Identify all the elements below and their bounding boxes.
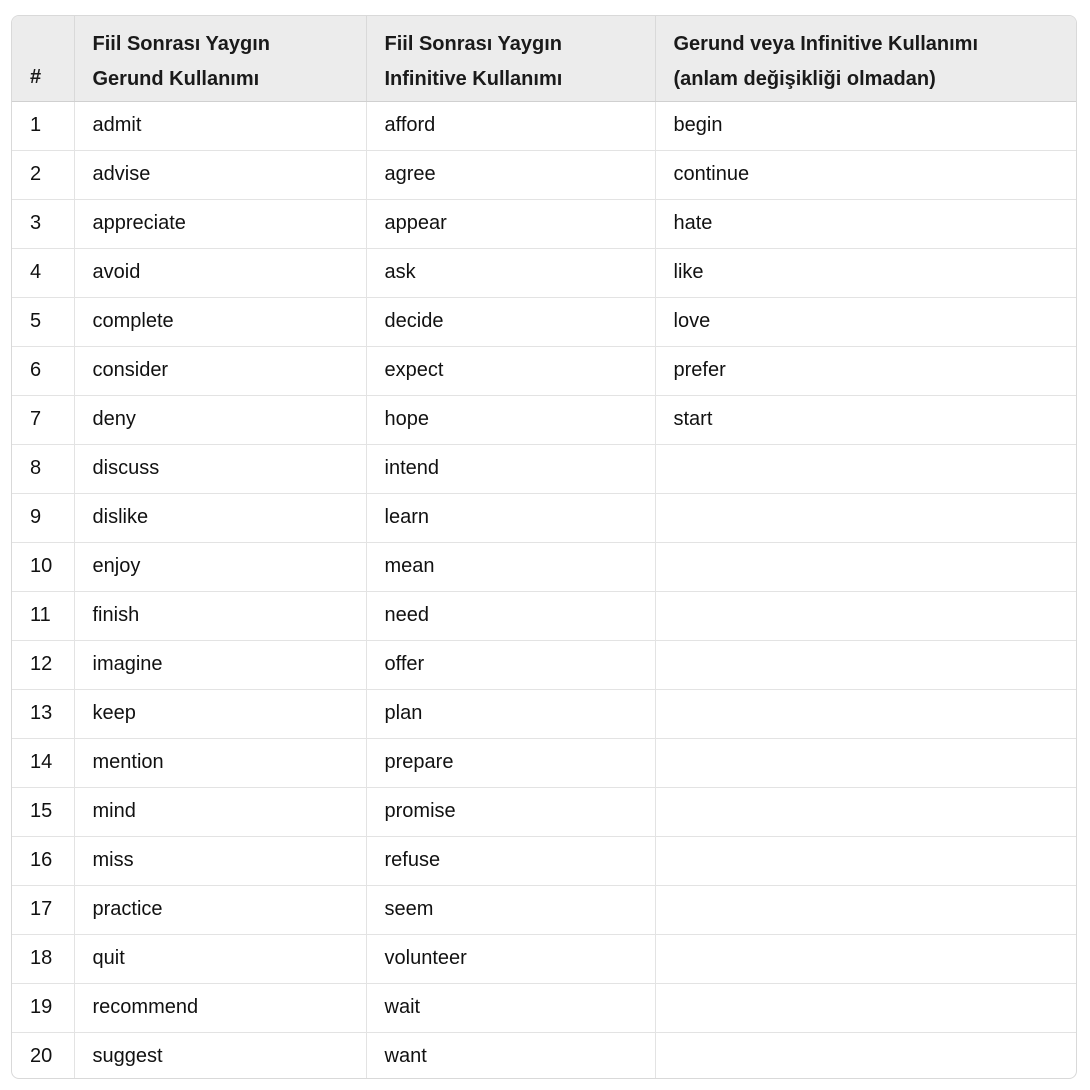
table-row (12, 297, 1076, 346)
infinitive-verb-cell: offer (366, 640, 655, 689)
row-number-cell: 10 (12, 542, 74, 591)
both-verb-cell (655, 885, 1076, 934)
table-row (12, 346, 1076, 395)
both-verb-cell: start (655, 395, 1076, 444)
both-verb-cell (655, 542, 1076, 591)
table-row (12, 640, 1076, 689)
both-verb-cell (655, 689, 1076, 738)
gerund-verb-cell: dislike (74, 493, 366, 542)
row-number-cell: 3 (12, 199, 74, 248)
row-number-cell: 2 (12, 150, 74, 199)
row-number-cell: 13 (12, 689, 74, 738)
table-row (12, 395, 1076, 444)
header-gerund-line-2: Gerund Kullanımı (92, 67, 260, 90)
row-number-cell: 6 (12, 346, 74, 395)
header-both-line-1: Gerund veya Infinitive Kullanımı (673, 32, 979, 55)
table-row (12, 738, 1076, 787)
table-row (12, 1032, 1076, 1079)
infinitive-verb-cell: refuse (366, 836, 655, 885)
header-infinitive (366, 16, 655, 101)
table-body (12, 101, 1076, 1079)
both-verb-cell: like (655, 248, 1076, 297)
infinitive-verb-cell: wait (366, 983, 655, 1032)
gerund-verb-cell: keep (74, 689, 366, 738)
infinitive-verb-cell: need (366, 591, 655, 640)
both-verb-cell: hate (655, 199, 1076, 248)
header-gerund (74, 16, 366, 101)
infinitive-verb-cell: want (366, 1032, 655, 1079)
infinitive-verb-cell: agree (366, 150, 655, 199)
infinitive-verb-cell: prepare (366, 738, 655, 787)
both-verb-cell: prefer (655, 346, 1076, 395)
gerund-verb-cell: quit (74, 934, 366, 983)
row-number-cell: 20 (12, 1032, 74, 1079)
gerund-verb-cell: miss (74, 836, 366, 885)
table-row (12, 199, 1076, 248)
both-verb-cell (655, 738, 1076, 787)
both-verb-cell (655, 493, 1076, 542)
table-row (12, 248, 1076, 297)
header-gerund-line-1: Fiil Sonrası Yaygın (92, 32, 270, 55)
infinitive-verb-cell: promise (366, 787, 655, 836)
both-verb-cell (655, 934, 1076, 983)
gerund-verb-cell: advise (74, 150, 366, 199)
table-header (12, 16, 1076, 101)
row-number-cell: 1 (12, 101, 74, 150)
table-row (12, 689, 1076, 738)
gerund-verb-cell: appreciate (74, 199, 366, 248)
infinitive-verb-cell: plan (366, 689, 655, 738)
infinitive-verb-cell: appear (366, 199, 655, 248)
table-row (12, 885, 1076, 934)
gerund-verb-cell: finish (74, 591, 366, 640)
both-verb-cell (655, 1032, 1076, 1079)
table-row (12, 787, 1076, 836)
table-row (12, 836, 1076, 885)
infinitive-verb-cell: ask (366, 248, 655, 297)
row-number-cell: 5 (12, 297, 74, 346)
gerund-verb-cell: practice (74, 885, 366, 934)
row-number-cell: 4 (12, 248, 74, 297)
gerund-verb-cell: imagine (74, 640, 366, 689)
gerund-verb-cell: avoid (74, 248, 366, 297)
infinitive-verb-cell: intend (366, 444, 655, 493)
table-row (12, 150, 1076, 199)
row-number-cell: 8 (12, 444, 74, 493)
row-number-cell: 15 (12, 787, 74, 836)
row-number-cell: 18 (12, 934, 74, 983)
table-row (12, 934, 1076, 983)
both-verb-cell (655, 591, 1076, 640)
both-verb-cell (655, 983, 1076, 1032)
verb-table (12, 16, 1076, 1079)
gerund-verb-cell: admit (74, 101, 366, 150)
table-row (12, 101, 1076, 150)
header-infinitive-line-2: Infinitive Kullanımı (384, 67, 563, 90)
row-number-cell: 16 (12, 836, 74, 885)
header-both (655, 16, 1076, 101)
row-number-cell: 12 (12, 640, 74, 689)
gerund-verb-cell: consider (74, 346, 366, 395)
both-verb-cell (655, 640, 1076, 689)
gerund-verb-cell: complete (74, 297, 366, 346)
table-row (12, 444, 1076, 493)
row-number-cell: 17 (12, 885, 74, 934)
both-verb-cell (655, 836, 1076, 885)
both-verb-cell: begin (655, 101, 1076, 150)
gerund-verb-cell: deny (74, 395, 366, 444)
infinitive-verb-cell: mean (366, 542, 655, 591)
infinitive-verb-cell: volunteer (366, 934, 655, 983)
gerund-verb-cell: mind (74, 787, 366, 836)
infinitive-verb-cell: decide (366, 297, 655, 346)
gerund-verb-cell: suggest (74, 1032, 366, 1079)
both-verb-cell (655, 787, 1076, 836)
row-number-cell: 14 (12, 738, 74, 787)
header-both-line-2: (anlam değişikliği olmadan) (673, 67, 936, 90)
infinitive-verb-cell: seem (366, 885, 655, 934)
infinitive-verb-cell: afford (366, 101, 655, 150)
gerund-verb-cell: discuss (74, 444, 366, 493)
table-row (12, 983, 1076, 1032)
verb-table-container (11, 15, 1077, 1079)
infinitive-verb-cell: expect (366, 346, 655, 395)
table-row (12, 591, 1076, 640)
table-row (12, 542, 1076, 591)
table-row (12, 493, 1076, 542)
both-verb-cell: love (655, 297, 1076, 346)
header-infinitive-line-1: Fiil Sonrası Yaygın (384, 32, 562, 55)
both-verb-cell (655, 444, 1076, 493)
gerund-verb-cell: recommend (74, 983, 366, 1032)
both-verb-cell: continue (655, 150, 1076, 199)
gerund-verb-cell: enjoy (74, 542, 366, 591)
gerund-verb-cell: mention (74, 738, 366, 787)
row-number-cell: 7 (12, 395, 74, 444)
row-number-cell: 19 (12, 983, 74, 1032)
header-row (12, 16, 1076, 101)
infinitive-verb-cell: hope (366, 395, 655, 444)
row-number-cell: 11 (12, 591, 74, 640)
header-number: # (12, 16, 74, 101)
row-number-cell: 9 (12, 493, 74, 542)
infinitive-verb-cell: learn (366, 493, 655, 542)
